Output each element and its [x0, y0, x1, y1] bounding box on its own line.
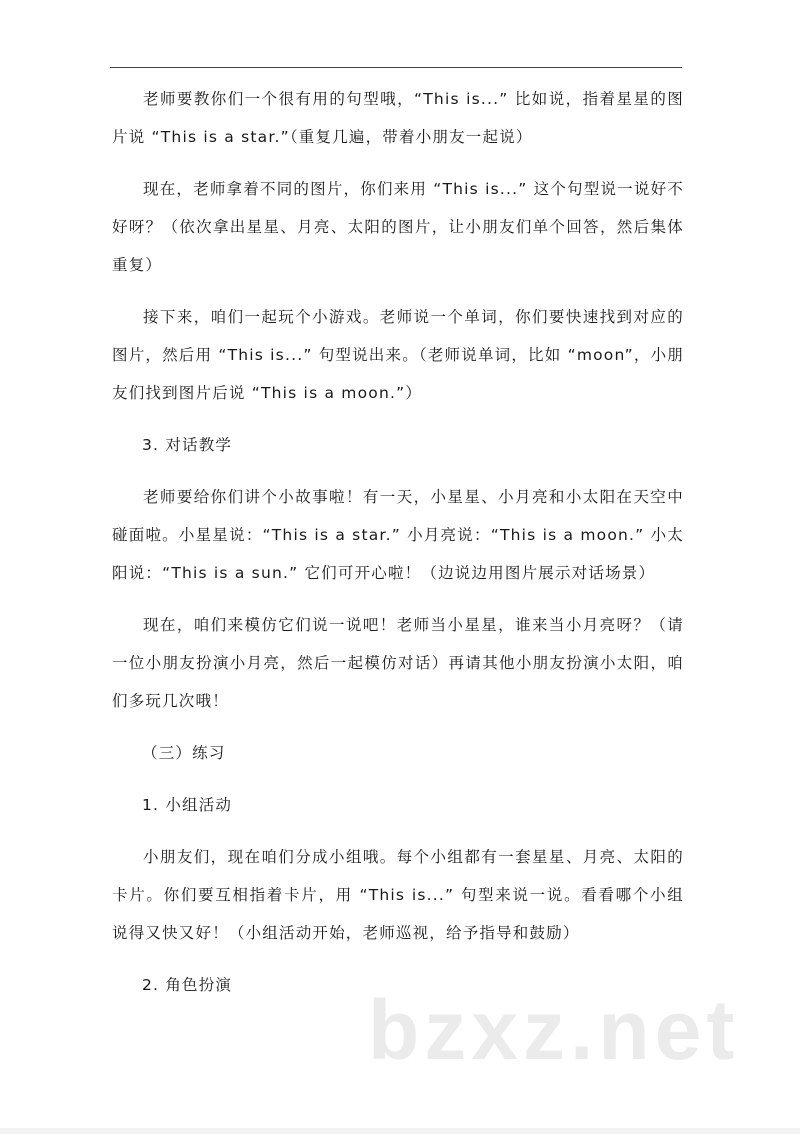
section-heading-practice: （三）练习 [142, 744, 226, 762]
paragraph-role-imitation: 现在，咱们来模仿它们说一说吧！老师当小星星，谁来当小月亮呀？（请一位小朋友扮演小月亮，然后一起模仿对话）再请其他小朋友扮演小太阳，咱们多玩几次哦！ [112, 616, 684, 710]
section-heading-dialogue: 3. 对话教学 [142, 436, 233, 454]
watermark-logo: bzxz.net [368, 983, 740, 1077]
paragraph-picture-practice: 现在，老师拿着不同的图片，你们来用 “This is...” 这个句型说一说好不好呀？（依次拿出星星、月亮、太阳的图片，让小朋友们单个回答，然后集体重复） [112, 180, 684, 274]
paragraph-this-is-pattern: 老师要教你们一个很有用的句型哦，“This is...” 比如说，指着星星的图片说 “This is a star.”（重复几遍，带着小朋友一起说） [112, 90, 684, 146]
header-rule [110, 67, 682, 68]
paragraph-word-game: 接下来，咱们一起玩个小游戏。老师说一个单词，你们要快速找到对应的图片，然后用 “This is...” 句型说出来。（老师说单词，比如 “moon”，小朋友们找到图片后说 “This is a moon.”） [112, 308, 684, 402]
document-body [112, 80, 684, 1004]
paragraph-story: 老师要给你们讲个小故事啦！有一天，小星星、小月亮和小太阳在天空中碰面啦。小星星说：“This is a star.” 小月亮说：“This is a moon.” 小太阳说：“This is a sun.” 它们可开心啦！（边说边用图片展示对话场景） [112, 488, 684, 582]
paragraph-group-activity: 小朋友们，现在咱们分成小组哦。每个小组都有一套星星、月亮、太阳的卡片。你们要互相指着卡片，用 “This is...” 句型来说一说。看看哪个小组说得又快又好！（小组活动开始，老师巡视，给予指导和鼓励） [112, 848, 684, 942]
page-bottom-edge [0, 1128, 800, 1134]
section-heading-role-play: 2. 角色扮演 [142, 976, 233, 994]
section-heading-group-activity: 1. 小组活动 [142, 796, 233, 814]
